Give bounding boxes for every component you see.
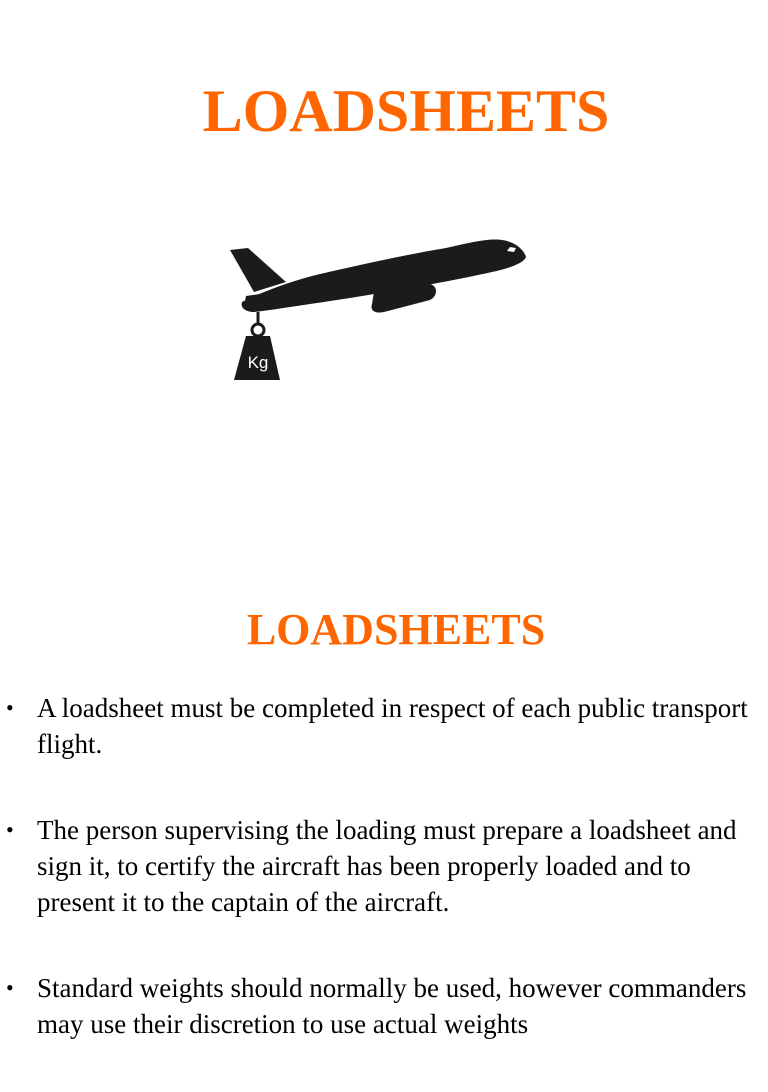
airplane-silhouette	[230, 239, 526, 312]
list-item	[0, 970, 768, 1042]
bullet-marker: •	[6, 975, 14, 1000]
bullet-text: Standard weights should normally be used, however commanders may use their discretion to use actual weights	[37, 973, 747, 1039]
bullet-marker: •	[6, 817, 14, 842]
section-title: LOADSHEETS	[246, 605, 546, 654]
bullet-marker: •	[6, 695, 14, 720]
airplane-with-weight-icon	[224, 230, 534, 388]
bullet-text: The person supervising the loading must prepare a loadsheet and sign it, to certify the aircraft has been properly loaded and to present it to the captain of the aircraft.	[37, 815, 737, 917]
bullet-list	[0, 690, 768, 1092]
bullet-text: A loadsheet must be completed in respect of each public transport flight.	[37, 693, 748, 759]
weight-hook-icon	[252, 324, 264, 336]
list-item	[0, 812, 768, 920]
list-item	[0, 690, 768, 762]
page-title: LOADSHEETS	[202, 78, 610, 144]
weight-label: Kg	[247, 353, 269, 372]
